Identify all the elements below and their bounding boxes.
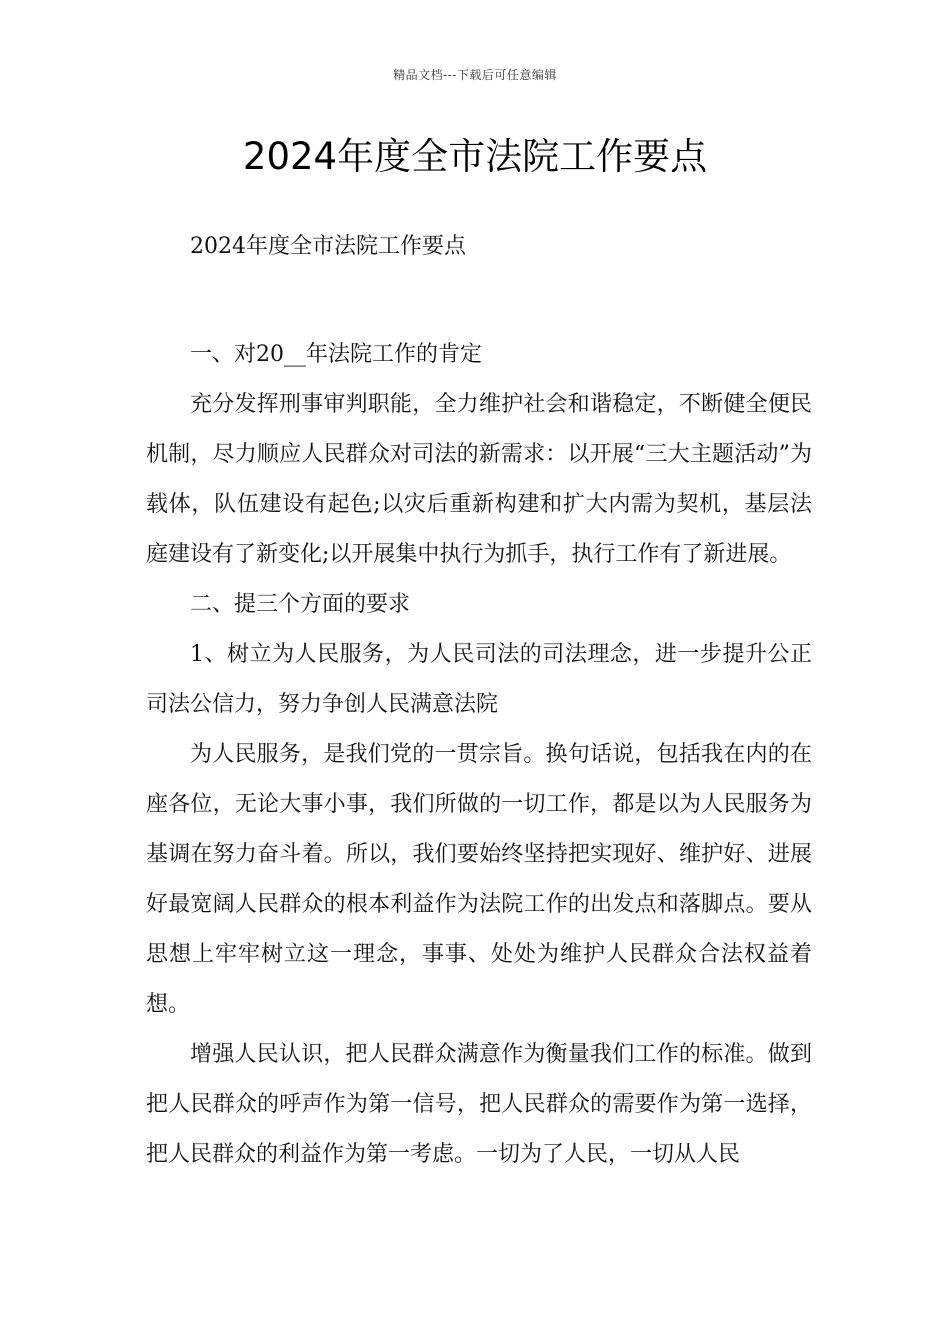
section-heading-1: 一、对20__年法院工作的肯定 — [190, 342, 482, 367]
header-note: 精品文档---下载后可任意编辑 — [393, 68, 557, 82]
document-title: 2024年度全市法院工作要点 — [242, 135, 708, 178]
body-paragraph: 增强人民认识，把人民群众满意作为衡量我们工作的标准。做到把人民群众的呼声作为第一信号，把人民群众的需要作为第一选择，把人民群众的利益作为第一考虑。一切为了人民，一切从人民 — [146, 1042, 812, 1167]
sub-heading-1: 1、树立为人民服务，为人民司法的司法理念，进一步提升公正司法公信力，努力争创人民满意法院 — [146, 642, 812, 717]
body-paragraph: 为人民服务，是我们党的一贯宗旨。换句话说，包括我在内的在座各位，无论大事小事，我们所做的一切工作，都是以为人民服务为基调在努力奋斗着。所以，我们要始终坚持把实现好、维护好、进展好最宽阔人民群众的根本利益作为法院工作的出发点和落脚点。要从思想上牢牢树立这一理念，事事、处处为维护人民群众合法权益着想。 — [146, 742, 812, 1017]
subtitle-paragraph: 2024年度全市法院工作要点 — [190, 234, 466, 259]
section-heading-2: 二、提三个方面的要求 — [190, 592, 411, 617]
document-body — [146, 222, 812, 1180]
body-paragraph: 充分发挥刑事审判职能，全力维护社会和谐稳定，不断健全便民机制，尽力顺应人民群众对司法的新需求：以开展“三大主题活动”为载体，队伍建设有起色;以灾后重新构建和扩大内需为契机，基层法庭建设有了新变化;以开展集中执行为抓手，执行工作有了新进展。 — [146, 392, 812, 567]
